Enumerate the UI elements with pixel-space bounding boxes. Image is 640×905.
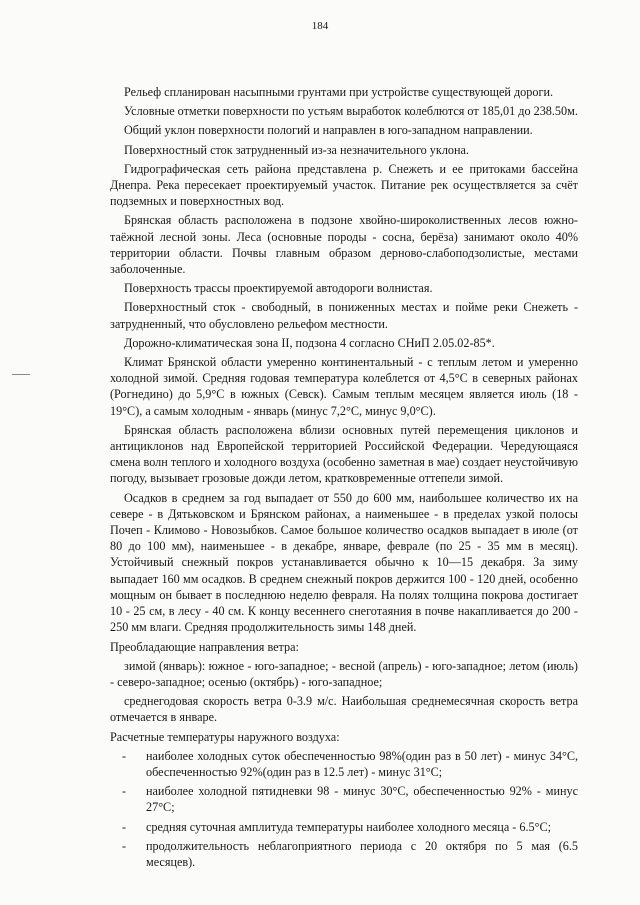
temperatures-heading: Расчетные температуры наружного воздуха:	[110, 729, 340, 744]
list-item: - средняя суточная амплитуда температуры наиболее холодного месяца - 6.5°C;	[146, 819, 578, 835]
wind-heading: Преобладающие направления ветра:	[110, 639, 299, 654]
paragraph-slope: Общий уклон поверхности пологий и направлен в юго-западном направлении.	[124, 123, 533, 138]
paragraph-hydrography: Гидрографическая сеть района представлена р. Снежеть и ее притоками бассейна Днепра. Река пересекает проектируемый участок. Питание рек осуществляется за счёт подземных и поверхностных вод.	[110, 161, 578, 209]
paragraph-precipitation: Осадков в среднем за год выпадает от 550 до 600 мм, наибольшее количество их на севере - в Дятьковском и Брянском районах, а наименьшее - в пределах узкой полосы Почеп - Климово - Новозыбков. Самое большое количество осадков выпадает в июле (от 80 до 100 мм), наименьшее - в декабре, январе, феврале (по 25 - 35 мм в месяц). Устойчивый снежный покров устанавливается обычно к 10—15 декабря. За зиму выпадает 160 мм осадков. В среднем снежный покров держится 100 - 120 дней, особенно мощным он бывает в последнюю неделю февраля. На полях толщина покрова достигает 10 - 25 см, в лесу - 40 см. К концу весеннего снеготаяния в почве накапливается до 200 - 250 мм влаги. Средняя продолжительность зимы 148 дней.	[110, 490, 578, 635]
wind-directions: зимой (январь): южное - юго-западное; - весной (апрель) - юго-западное; летом (июль) - северо-западное; осенью (октябрь) - юго-западное;	[110, 658, 578, 689]
margin-mark	[12, 374, 30, 375]
paragraph-cyclones: Брянская область расположена вблизи основных путей перемещения циклонов и антициклонов над Европейской территорией Российской Федерации. Чередующаяся смена волн теплого и холодного воздуха (особенно заметная в мае) создает неустойчивую погоду, вызывает грозовые дожди летом, кратковременные оттепели зимой.	[110, 422, 578, 486]
temperatures-list	[110, 748, 578, 870]
paragraph-surface: Поверхность трассы проектируемой автодороги волнистая.	[124, 281, 433, 296]
list-item: - наиболее холодной пятидневки 98 - минус 30°C, обеспеченностью 92% - минус 27°C;	[146, 783, 578, 815]
paragraph-forests: Брянская область расположена в подзоне хвойно-широколиственных лесов южно-таёжной лесной зоны. Леса (основные породы - сосна, берёза) занимают около 40% территории области. Почвы главным образом дерново-слабоподзолистые, местами заболоченные.	[110, 213, 578, 277]
list-item: - продолжительность неблагоприятного периода с 20 октября по 5 мая (6.5 месяцев).	[146, 838, 578, 870]
paragraph-relief: Рельеф спланирован насыпными грунтами при устройстве существующей дороги.	[124, 85, 554, 99]
paragraph-runoff: Поверхностный сток затрудненный из-за незначительного уклона.	[124, 142, 469, 157]
document-body	[110, 84, 578, 873]
page-number: 184	[311, 20, 329, 32]
paragraph-climate-zone: Дорожно-климатическая зона II, подзона 4 согласно СНиП 2.05.02-85*.	[124, 335, 495, 350]
paragraph-elevations: Условные отметки поверхности по устьям выработок колеблются от 185,01 до 238.50м.	[124, 104, 578, 119]
paragraph-climate: Климат Брянской области умеренно континентальный - с теплым летом и умеренно холодной зимой. Средняя годовая температура колеблется от 4,5°C в северных районах (Рогнедино) до 5,9°C в южных (Севск). Самым теплым месяцем является июль (18 - 19°C), а самым холодным - январь (минус 7,2°C, минус 9,0°C).	[110, 355, 578, 418]
list-item: - наиболее холодных суток обеспеченностью 98%(один раз в 50 лет) - минус 34°C, обеспеченностью 92%(один раз в 12.5 лет) - минус 31°C;	[146, 748, 578, 780]
wind-speed: среднегодовая скорость ветра 0-3.9 м/с. Наибольшая среднемесячная скорость ветра отмечается в январе.	[110, 694, 578, 725]
paragraph-surface-runoff: Поверхностный сток - свободный, в пониженных местах и пойме реки Снежеть - затрудненный, что обусловлено рельефом местности.	[110, 300, 578, 331]
